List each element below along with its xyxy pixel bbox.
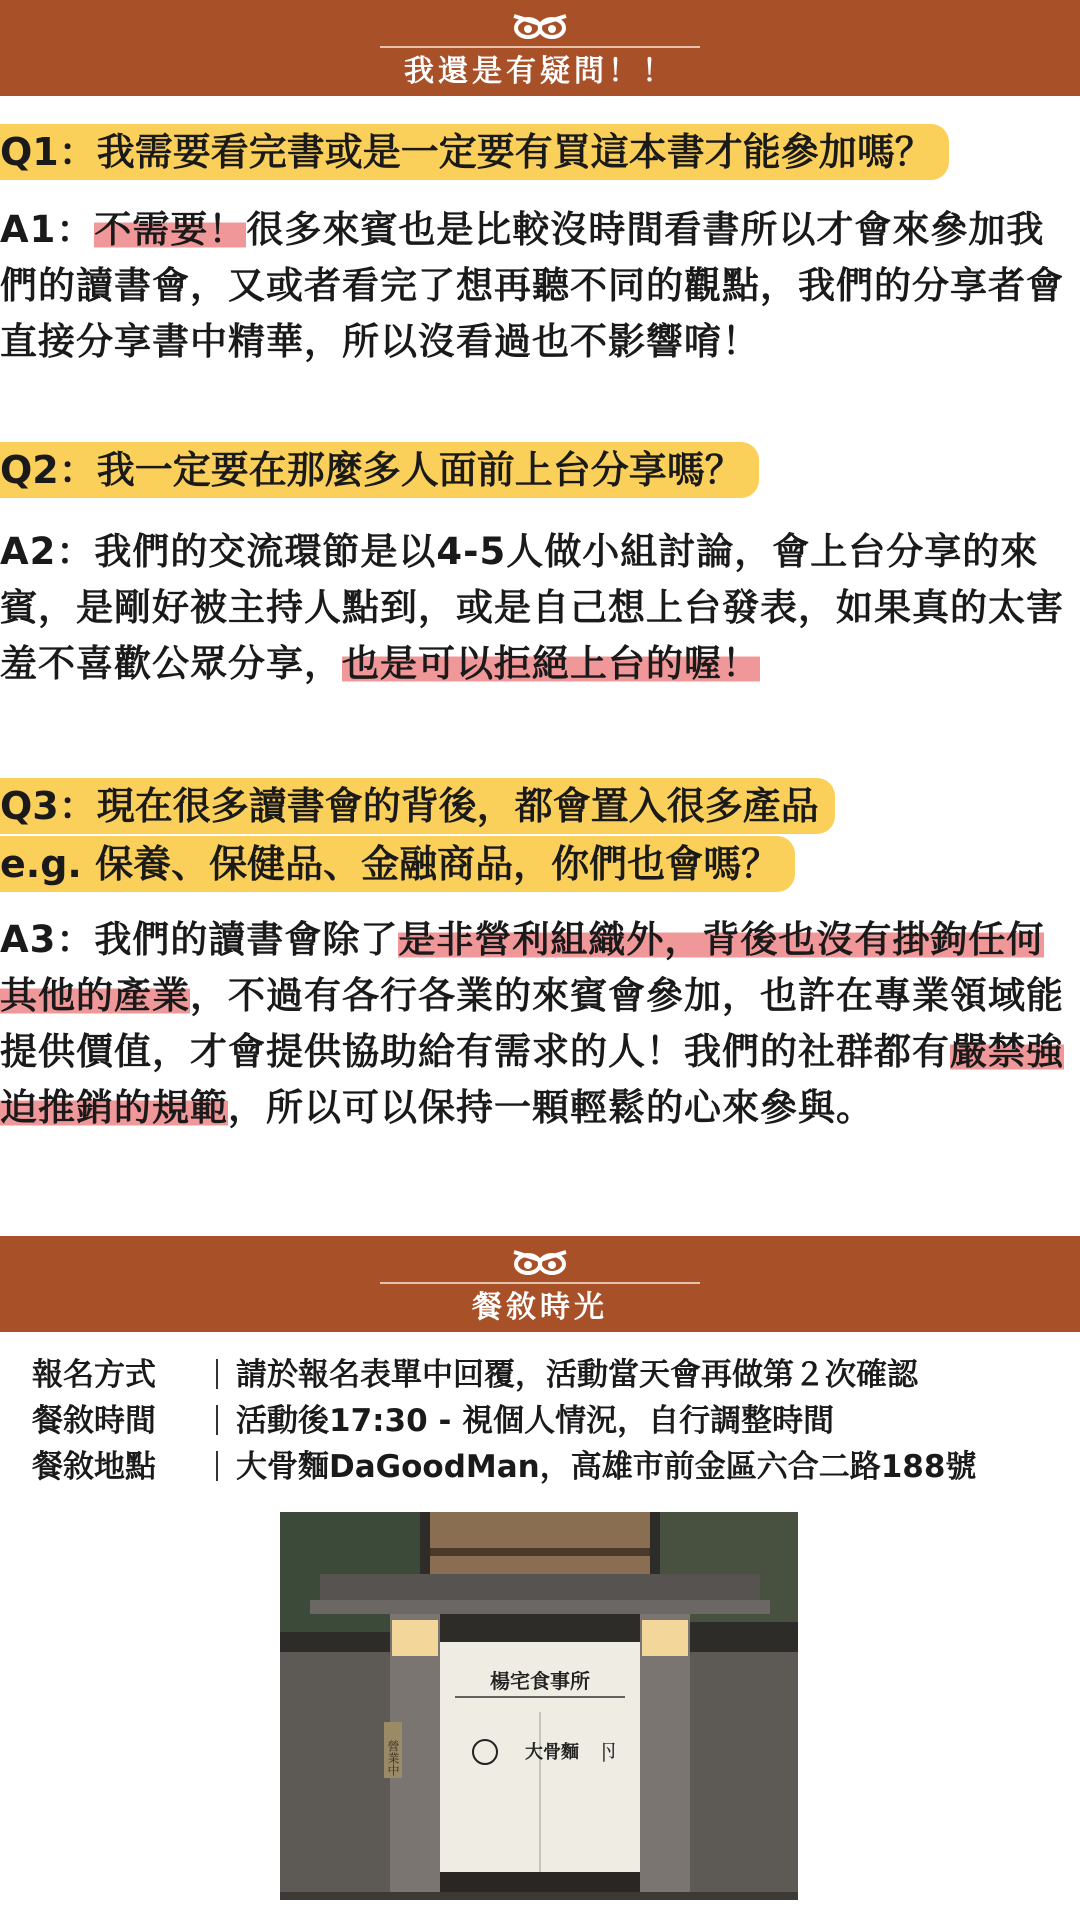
restaurant-entrance-illustration — [280, 1512, 798, 1900]
side-sign: 營業中 — [386, 1740, 400, 1776]
question-3-line-2: e.g. 保養、保健品、金融商品，你們也會嗎？ — [0, 836, 795, 892]
info-divider — [216, 1359, 218, 1389]
answer-1-highlight: 不需要！ — [94, 208, 247, 251]
owl-eyes-icon — [510, 1246, 570, 1278]
info-row-time — [32, 1398, 1052, 1444]
svg-text:卪: 卪 — [596, 1741, 620, 1766]
answer-3-highlight-2: 嚴禁強迫推銷的規範 — [0, 1030, 1064, 1129]
info-row-registration — [32, 1352, 1052, 1398]
dinner-title: 餐敘時光 — [472, 1290, 608, 1325]
banner-divider — [380, 1282, 700, 1284]
question-2: Q2：我一定要在那麼多人面前上台分享嗎？ — [0, 442, 759, 498]
info-key: 報名方式 — [32, 1357, 156, 1393]
sign-name: 大骨麵 — [525, 1742, 579, 1763]
sign-title: 楊宅食事所 — [490, 1669, 590, 1693]
answer-1-prefix: A1： — [0, 208, 95, 251]
info-row-location — [32, 1444, 1052, 1490]
info-key: 餐敘時間 — [32, 1403, 156, 1439]
faq-banner — [0, 0, 1080, 96]
answer-1-text: 很多來賓也是比較沒時間看書所以才會來參加我們的讀書會，又或者看完了想再聽不同的觀點，我們的分享者會直接分享書中精華，所以沒看過也不影響唷！ — [0, 208, 1064, 363]
answer-2-text: A2：我們的交流環節是以4-5人做小組討論，會上台分享的來賓，是剛好被主持人點到，或是自己想上台發表，如果真的太害羞不喜歡公眾分享， — [0, 530, 1064, 685]
answer-3-text-1: A3：我們的讀書會除了 — [0, 918, 399, 961]
answer-3-highlight-1: 是非營利組織外，背後也沒有掛鉤任何其他的產業 — [0, 918, 1045, 1017]
answer-3-text-3: ，所以可以保持一顆輕鬆的心來參與。 — [228, 1086, 874, 1129]
banner-divider — [380, 46, 700, 48]
info-divider — [216, 1405, 218, 1435]
info-value: 活動後17:30 - 視個人情況，自行調整時間 — [236, 1403, 835, 1439]
info-value: 請於報名表單中回覆，活動當天會再做第２次確認 — [236, 1357, 918, 1393]
info-value: 大骨麵DaGoodMan，高雄市前金區六合二路188號 — [236, 1449, 977, 1485]
dinner-banner — [0, 1236, 1080, 1332]
answer-2 — [0, 524, 1065, 692]
answer-3-text-2: ，不過有各行各業的來賓會參加，也許在專業領域能提供價值，才會提供協助給有需求的人！我們的社群都有 — [0, 974, 1064, 1073]
info-divider — [216, 1451, 218, 1481]
owl-eyes-icon — [510, 10, 570, 42]
question-1: Q1：我需要看完書或是一定要有買這本書才能參加嗎？ — [0, 124, 949, 180]
info-key: 餐敘地點 — [32, 1449, 156, 1485]
answer-2-highlight: 也是可以拒絕上台的喔！ — [342, 642, 760, 685]
faq-title: 我還是有疑問！！ — [404, 54, 676, 89]
answer-3 — [0, 912, 1065, 1136]
question-3-line-1: Q3：現在很多讀書會的背後，都會置入很多產品 — [0, 778, 835, 834]
restaurant-photo — [280, 1512, 798, 1900]
answer-1 — [0, 202, 1065, 370]
